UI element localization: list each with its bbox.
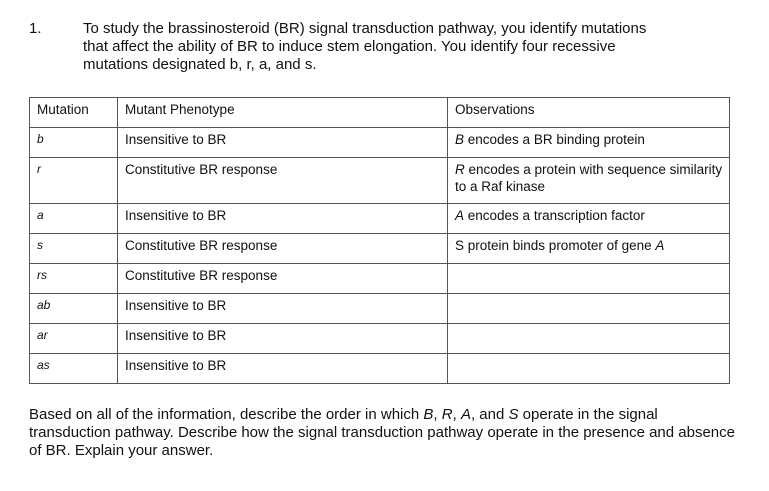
table-row	[30, 264, 730, 294]
question-number: 1.	[29, 20, 42, 37]
mutation-cell: ab	[30, 294, 118, 324]
observation-cell	[448, 204, 730, 234]
observation-text: encodes a transcription factor	[464, 208, 645, 223]
table-row	[30, 324, 730, 354]
mutation-table	[29, 97, 730, 384]
gene-symbol: B	[455, 132, 465, 147]
mutation-cell: as	[30, 354, 118, 384]
table-row	[30, 354, 730, 384]
intro-line: that affect the ability of BR to induce stem elongation. You identify four recessive	[83, 38, 616, 55]
gene-symbol: R	[455, 162, 465, 177]
gene-symbol: B	[423, 406, 434, 423]
mutation-cell: ar	[30, 324, 118, 354]
table-row	[30, 294, 730, 324]
observation-cell	[448, 264, 730, 294]
phenotype-cell: Constitutive BR response	[118, 234, 448, 264]
closing-text: ,	[433, 406, 442, 423]
table-row	[30, 234, 730, 264]
table-header-row	[30, 98, 730, 128]
question-intro	[83, 20, 743, 74]
closing-text: operate in the signal transduction pathway. Describe how the signal transduction pathway operate in the presence and absence of BR. Explain your answer.	[29, 406, 735, 459]
gene-symbol: S	[508, 406, 519, 423]
phenotype-cell: Insensitive to BR	[118, 324, 448, 354]
mutation-cell: b	[30, 128, 118, 158]
mutation-cell: a	[30, 204, 118, 234]
gene-symbol: A	[455, 208, 465, 223]
closing-question	[29, 406, 739, 460]
phenotype-cell: Insensitive to BR	[118, 128, 448, 158]
mutation-cell: rs	[30, 264, 118, 294]
mutation-cell: s	[30, 234, 118, 264]
observation-cell	[448, 294, 730, 324]
closing-text: ,	[452, 406, 461, 423]
observation-cell	[448, 128, 730, 158]
phenotype-cell: Insensitive to BR	[118, 204, 448, 234]
table-row	[30, 128, 730, 158]
observation-text: encodes a BR binding protein	[464, 132, 645, 147]
mutation-cell: r	[30, 158, 118, 204]
observation-cell	[448, 234, 730, 264]
observation-cell	[448, 324, 730, 354]
observation-cell	[448, 354, 730, 384]
closing-text: Based on all of the information, describe the order in which	[29, 406, 424, 423]
header-phenotype: Mutant Phenotype	[118, 98, 448, 128]
table-row	[30, 204, 730, 234]
phenotype-cell: Constitutive BR response	[118, 158, 448, 204]
phenotype-cell: Insensitive to BR	[118, 354, 448, 384]
observation-cell	[448, 158, 730, 204]
gene-symbol: R	[441, 406, 453, 423]
intro-line: mutations designated b, r, a, and s.	[83, 56, 317, 73]
gene-symbol: A	[460, 406, 471, 423]
closing-text: , and	[470, 406, 509, 423]
phenotype-cell: Constitutive BR response	[118, 264, 448, 294]
table-row	[30, 158, 730, 204]
intro-line: To study the brassinosteroid (BR) signal transduction pathway, you identify mutations	[83, 20, 647, 37]
observation-text: S protein binds promoter of gene	[455, 238, 656, 253]
observation-text: encodes a protein with sequence similarity to a Raf kinase	[455, 162, 723, 194]
header-mutation: Mutation	[30, 98, 118, 128]
gene-symbol: A	[655, 238, 665, 253]
phenotype-cell: Insensitive to BR	[118, 294, 448, 324]
header-observations: Observations	[448, 98, 730, 128]
